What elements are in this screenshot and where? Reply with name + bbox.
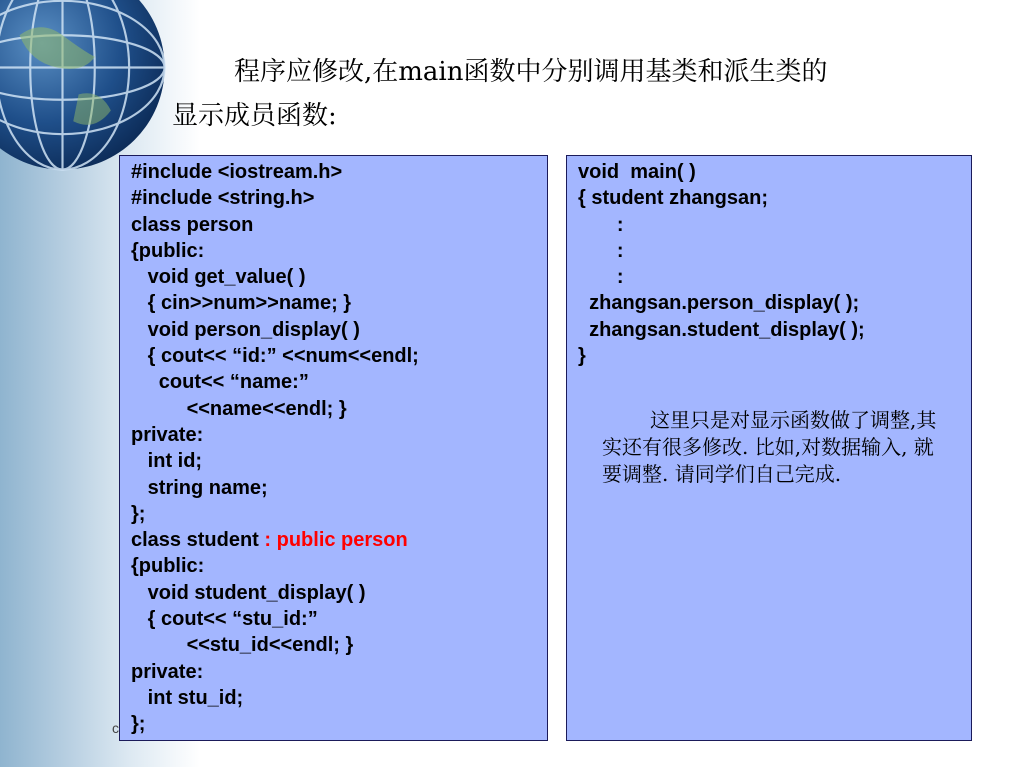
title-line-2: 显示成员函数: [172,101,337,131]
code-line: #include <iostream.h> [131,161,343,183]
title-line-1: 程序应修改,在main函数中分别调用基类和派生类的 [234,57,828,87]
code-line: <<name<<endl; } [131,397,347,420]
code-line: { cout<< “stu_id:” [131,608,318,631]
slide-title [172,50,972,138]
footer-fragment: c [112,720,119,736]
code-line: void student_display( ) [131,581,366,604]
class-student-text: class student [131,529,265,552]
code-line: private: [131,660,204,683]
code-line: class person [131,213,254,236]
globe-icon [0,0,170,175]
code-line: : [578,266,624,289]
code-line: } [578,345,586,368]
code-line: : [578,213,624,236]
code-line: {public: [131,239,205,262]
code-line: zhangsan.student_display( ); [578,318,865,341]
code-line-class-student [131,527,547,553]
code-line: { student zhangsan; [578,187,769,210]
code-line: { cin>>num>>name; } [131,292,352,315]
code-line: int id; [131,450,203,473]
code-line: {public: [131,555,205,578]
code-line: zhangsan.person_display( ); [578,292,860,315]
code-line: void main( ) [578,161,696,183]
code-line: private: [131,423,204,446]
code-line: }; [131,713,146,736]
explanation-note: 这里只是对显示函数做了调整,其实还有很多修改. 比如,对数据输入, 就要调整. 请同学们自己完成. [602,408,937,487]
inheritance-highlight: : public person [264,529,408,552]
code-line: void person_display( ) [131,318,360,341]
code-line: #include <string.h> [131,187,315,210]
code-line: }; [131,502,146,525]
code-line: void get_value( ) [131,266,306,289]
code-line: { cout<< “id:” <<num<<endl; [131,345,419,368]
code-line: <<stu_id<<endl; } [131,634,354,657]
code-line: string name; [131,476,268,499]
code-panel-right [566,155,972,741]
code-line: int stu_id; [131,686,244,709]
code-panel-left [119,155,548,741]
code-line: : [578,239,624,262]
code-line: cout<< “name:” [131,371,309,394]
